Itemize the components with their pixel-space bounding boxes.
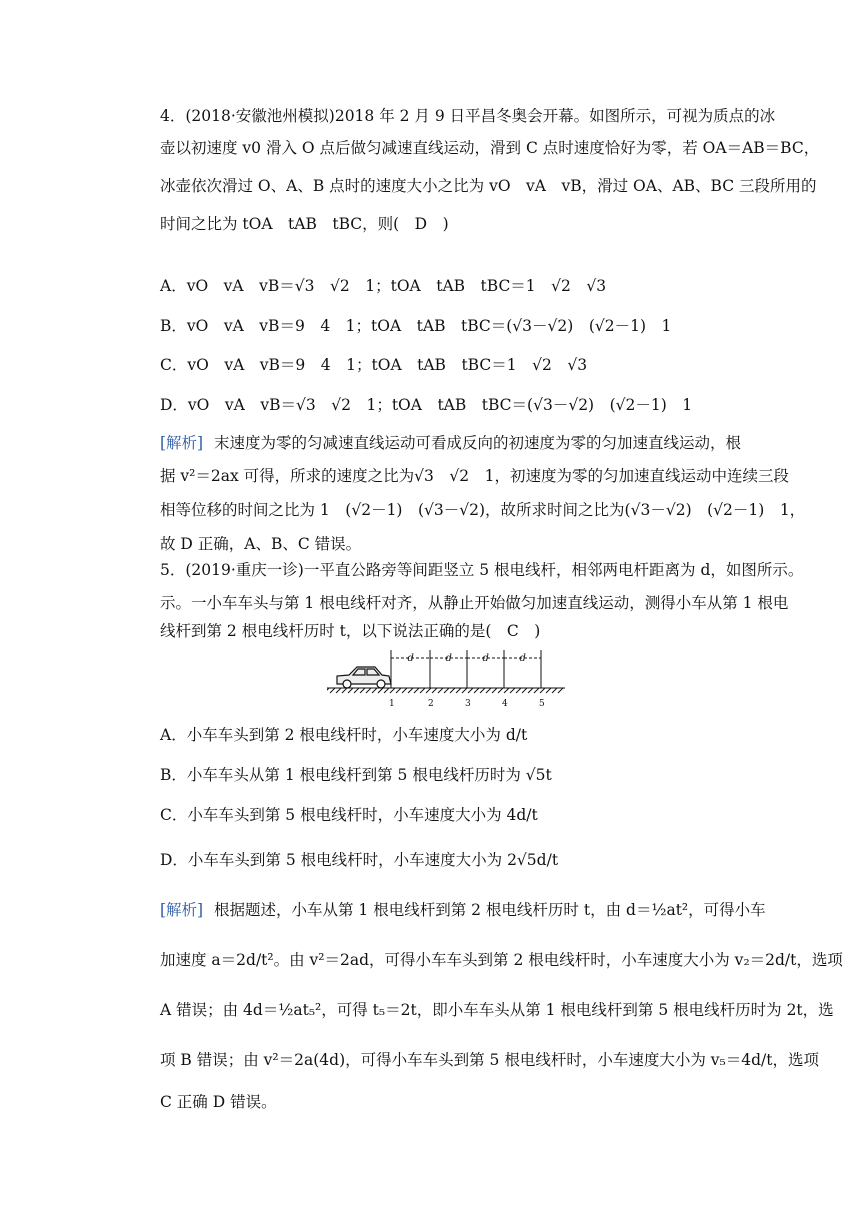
pole-label-3: 3 [465, 699, 471, 709]
q4-line3: 冰壶依次滑过 O、A、B 点时的速度大小之比为 vO vA vB，滑过 OA、AB、BC 三段所用的 [160, 177, 817, 195]
q5-analysis-line1: 根据题述，小车从第 1 根电线杆到第 2 根电线杆历时 t，由 d＝½at²，可得小车 [214, 901, 766, 919]
distance-label: d [482, 653, 489, 664]
q4-analysis-tag: [解析] [160, 434, 204, 452]
q4-line2: 壶以初速度 v0 滑入 O 点后做匀减速直线运动，滑到 C 点时速度恰好为零，若 OA＝AB＝BC， [160, 139, 820, 157]
q5-analysis-tag: [解析] [160, 901, 204, 919]
q5-option-c: C．小车车头到第 5 根电线杆时，小车速度大小为 4d/t [160, 806, 538, 824]
q5-analysis-line2: 加速度 a＝2d/t²。由 v²＝2ad，可得小车车头到第 2 根电线杆时，小车速度大小为 v₂＝2d/t，选项 [160, 951, 843, 969]
q5-line1: 5．(2019·重庆一诊)一平直公路旁等间距竖立 5 根电线杆，相邻两电杆距离为 d，如图所示。 [160, 561, 804, 579]
q5-line2: 示。一小车车头与第 1 根电线杆对齐，从静止开始做匀加速直线运动，测得小车从第 1 根电 [160, 594, 789, 612]
pole-label-2: 2 [428, 699, 434, 709]
q4-analysis-line1: 末速度为零的匀减速直线运动可看成反向的初速度为零的匀加速直线运动，根 [214, 434, 742, 452]
pole-label-4: 4 [502, 699, 508, 709]
pole-label-5: 5 [539, 699, 545, 709]
q5-option-b: B．小车车头从第 1 根电线杆到第 5 根电线杆历时为 √5t [160, 766, 552, 784]
q4-analysis-line2: 据 v²＝2ax 可得，所求的速度之比为√3 √2 1，初速度为零的匀加速直线运动中连续三段 [160, 467, 790, 485]
q4-option-c: C．vO vA vB＝9 4 1；tOA tAB tBC＝1 √2 √3 [160, 356, 588, 374]
q4-line4: 时间之比为 tOA tAB tBC，则( D ) [160, 215, 449, 233]
q5-option-d: D．小车车头到第 5 根电线杆时，小车速度大小为 2√5d/t [160, 851, 559, 869]
q5-option-a: A．小车车头到第 2 根电线杆时，小车速度大小为 d/t [160, 726, 528, 744]
distance-label: d [445, 653, 452, 664]
q5-analysis-line5: C 正确 D 错误。 [160, 1093, 277, 1111]
q4-option-b: B．vO vA vB＝9 4 1；tOA tAB tBC＝(√3－√2) (√2－1) 1 [160, 317, 672, 335]
pole-label-1: 1 [389, 699, 395, 709]
q5-line3: 线杆到第 2 根电线杆历时 t，以下说法正确的是( C ) [160, 622, 541, 640]
q4-line1: 4．(2018·安徽池州模拟)2018 年 2 月 9 日平昌冬奥会开幕。如图所示，可视为质点的冰 [160, 107, 776, 125]
ground-hatching [327, 688, 565, 693]
q4-option-d: D．vO vA vB＝√3 √2 1；tOA tAB tBC＝(√3－√2) (√2－1) 1 [160, 396, 693, 414]
distance-label: d [407, 653, 414, 664]
q4-option-a: A．vO vA vB＝√3 √2 1；tOA tAB tBC＝1 √2 √3 [160, 277, 607, 295]
q4-analysis-line4: 故 D 正确，A、B、C 错误。 [160, 535, 362, 553]
q5-analysis-line4: 项 B 错误；由 v²＝2a(4d)，可得小车车头到第 5 根电线杆时，小车速度大小为 v₅＝4d/t，选项 [160, 1051, 819, 1069]
q5-analysis-line3: A 错误；由 4d＝½at₅²，可得 t₅＝2t，即小车车头从第 1 根电线杆到第 5 根电线杆历时为 2t，选 [160, 1001, 834, 1019]
q4-analysis-line3: 相等位移的时间之比为 1 (√2－1) (√3－√2)，故所求时间之比为(√3－√2) (√2－1) 1， [160, 501, 806, 519]
car-icon [337, 667, 391, 688]
road-poles-figure [327, 646, 565, 710]
distance-label: d [519, 653, 526, 664]
